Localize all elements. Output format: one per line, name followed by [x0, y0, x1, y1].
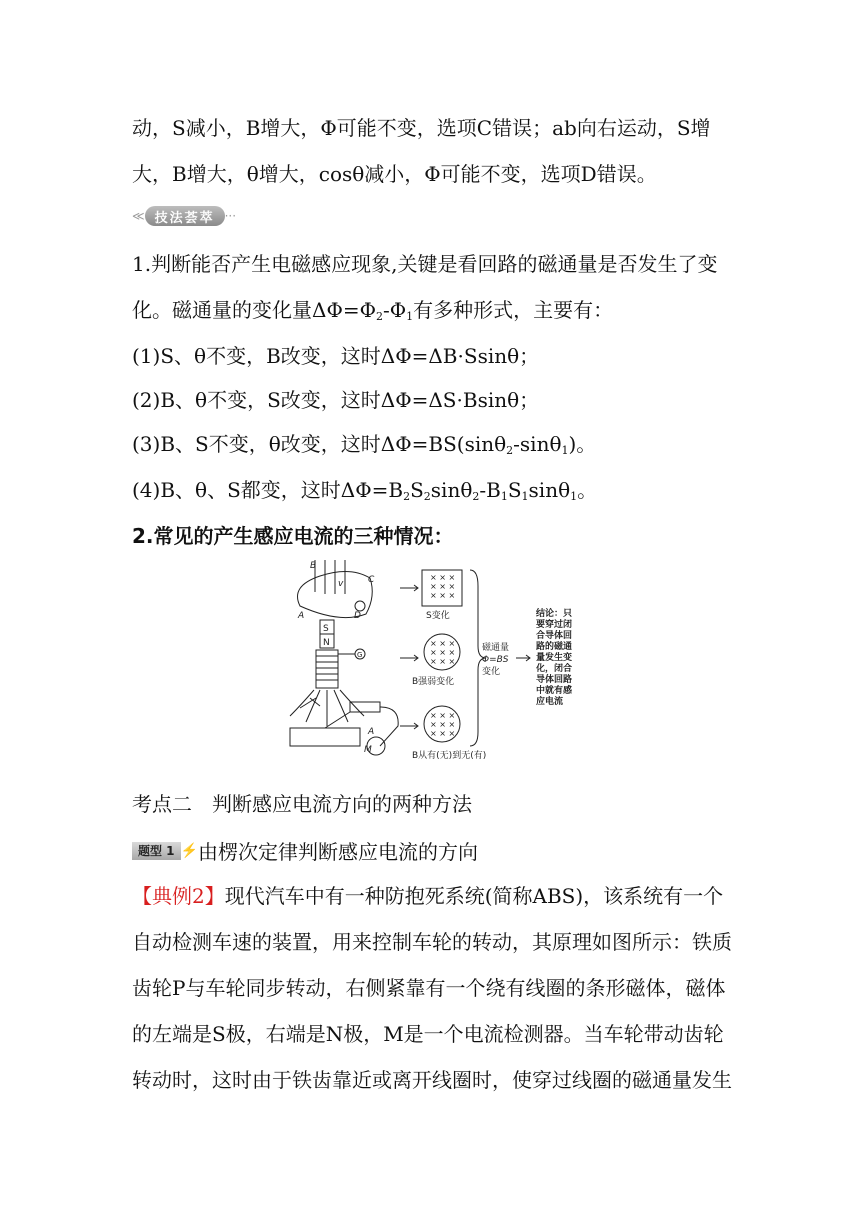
conclusion-line: 应电流	[536, 697, 564, 707]
svg-text:× × ×: × × ×	[430, 711, 456, 720]
text-line: (4)B、θ、S都变，这时$\Delta\Phi=B_2S_2\sin\theta_2-B_1S_1\sin\theta_1$。	[132, 478, 598, 503]
conclusion-line: 结论：只	[536, 609, 573, 619]
conclusion-line: 中就有感	[536, 686, 573, 696]
label-a2: A	[368, 727, 375, 737]
dots-icon: ···	[224, 209, 237, 223]
text-line: 1.判断能否产生电磁感应现象,关键是看回路的磁通量是否发生了变	[132, 252, 718, 276]
label-flux: 磁通量	[482, 643, 510, 653]
text-line: (1)S、θ不变，B改变，这时ΔΦ=ΔB·Ssinθ；	[132, 344, 540, 368]
conclusion-line: 导体回路	[536, 675, 573, 685]
svg-text:× × ×: × × ×	[430, 729, 456, 738]
tixing-title: 由楞次定律判断感应电流的方向	[197, 840, 478, 864]
conclusion-line: 合导体回	[536, 631, 573, 641]
conclusion-line: 要穿过闭	[536, 620, 573, 630]
label-m: M	[364, 745, 372, 755]
conclusion-line: 化，闭合	[536, 664, 573, 674]
label-b: B	[310, 561, 317, 571]
label-v: v	[338, 579, 344, 589]
section-title: 考点二 判断感应电流方向的两种方法	[132, 792, 472, 816]
jifa-huicui-badge	[132, 206, 236, 226]
text-line: 化。磁通量的变化量$\Delta\Phi=\Phi_2-\Phi_1$有多种形式，主要有：	[132, 298, 614, 323]
double-arrow-icon: ≪	[132, 209, 145, 223]
example-label: 【典例2】	[132, 884, 225, 908]
text-line: 的左端是S极，右端是N极，M是一个电流检测器。当车轮带动齿轮	[132, 1022, 724, 1046]
label-d: D	[354, 611, 361, 621]
text-line: 转动时，这时由于铁齿靠近或离开线圈时，使穿过线圈的磁通量发生	[132, 1068, 732, 1092]
text-line: (2)B、θ不变，S改变，这时ΔΦ=ΔS·Bsinθ；	[132, 388, 540, 412]
svg-text:× × ×: × × ×	[430, 573, 456, 582]
label-a: A	[298, 611, 305, 621]
label-c: C	[368, 575, 375, 585]
svg-text:× × ×: × × ×	[430, 591, 456, 600]
svg-text:× × ×: × × ×	[430, 657, 456, 666]
text-line: 自动检测车速的装置，用来控制车轮的转动，其原理如图所示：铁质	[132, 930, 732, 954]
lightning-icon: ⚡	[180, 842, 198, 859]
induced-current-figure	[280, 556, 610, 768]
svg-text:× × ×: × × ×	[430, 639, 456, 648]
label-flux-formula: Φ=BS	[482, 655, 509, 665]
label-s-change: S变化	[426, 611, 450, 621]
tixing-badge	[132, 836, 478, 865]
section-heading: 2.常见的产生感应电流的三种情况：	[132, 524, 454, 548]
svg-text:× × ×: × × ×	[430, 720, 456, 729]
text-line: 动，S减小，B增大，Φ可能不变，选项C错误；ab向右运动，S增	[132, 116, 711, 140]
conclusion-line: 量发生变	[536, 653, 573, 663]
label-g: G	[357, 651, 363, 659]
text-line: (3)B、S不变，θ改变，这时ΔΦ=BS(sinθ$_2$-sinθ$_1$)。	[132, 432, 597, 457]
label-b-on-off: B从有(无)到无(有)	[412, 751, 487, 761]
label-b-change: B强弱变化	[412, 677, 455, 687]
tixing-label: 题型 1	[132, 842, 181, 860]
text-line: 齿轮P与车轮同步转动，右侧紧靠有一个绕有线圈的条形磁体，磁体	[132, 976, 726, 1000]
label-flux-change: 变化	[482, 667, 501, 677]
conclusion-line: 路的磁通	[536, 642, 573, 652]
label-s-pole: S	[323, 624, 329, 634]
text-line: 【典例2】现代汽车中有一种防抱死系统(简称ABS)，该系统有一个	[132, 884, 724, 908]
text-line: 大，B增大，θ增大，cosθ减小，Φ可能不变，选项D错误。	[132, 162, 657, 186]
badge-label: 技法荟萃	[145, 206, 225, 226]
svg-text:× × ×: × × ×	[430, 648, 456, 657]
svg-text:× × ×: × × ×	[430, 582, 456, 591]
label-n-pole: N	[323, 638, 330, 648]
